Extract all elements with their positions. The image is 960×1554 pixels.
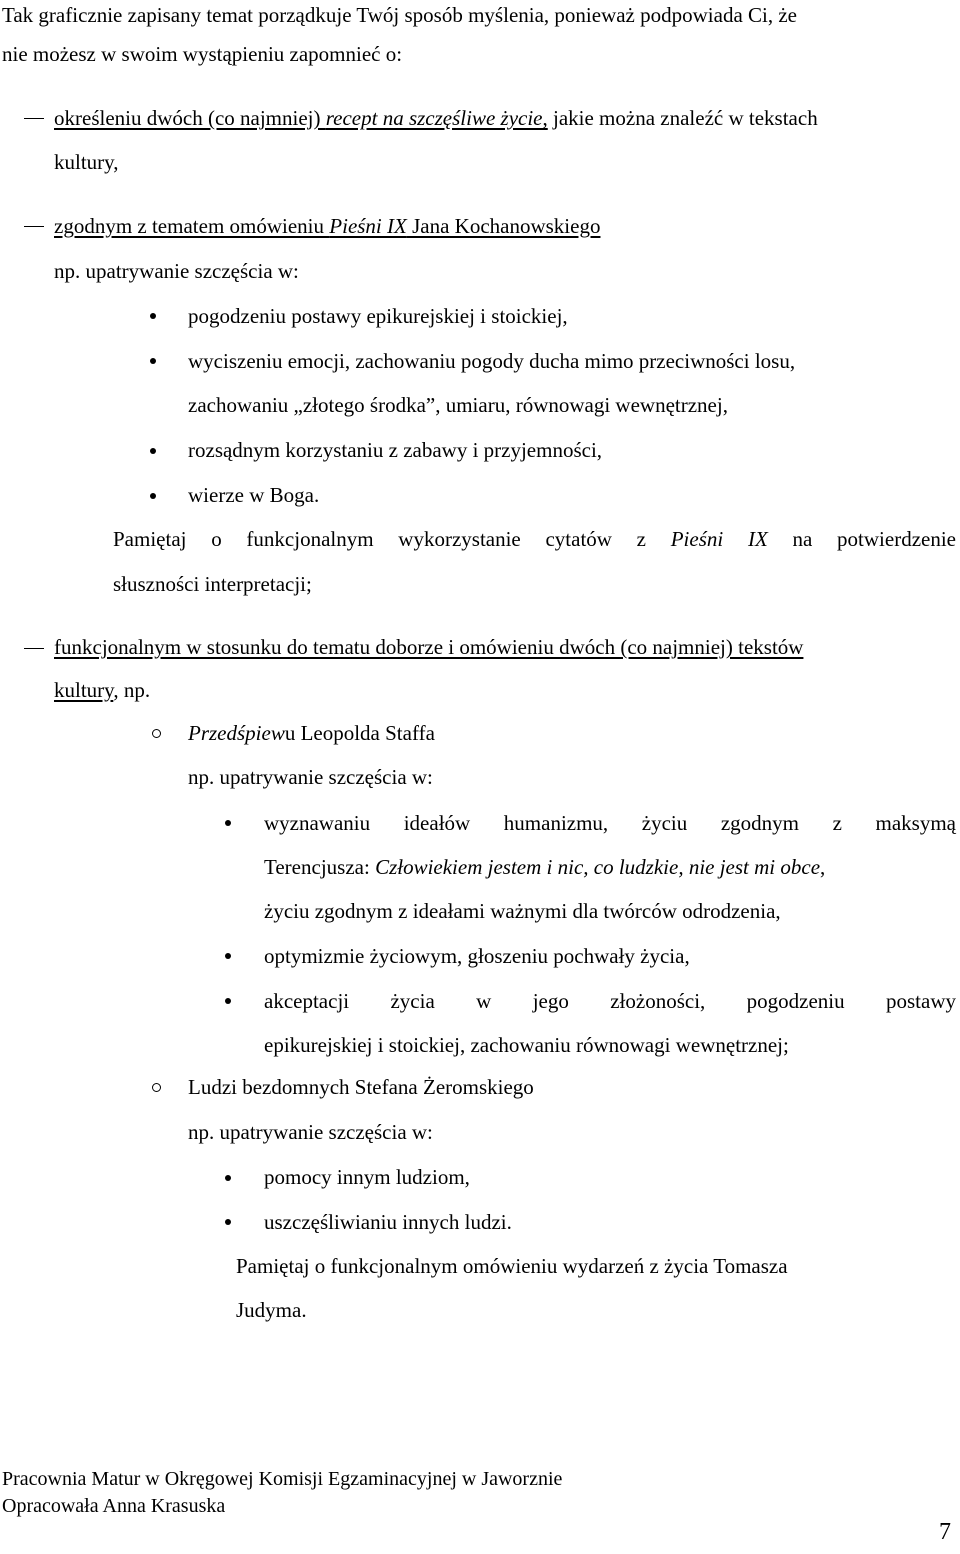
item-1-line-1: określeniu dwóch (co najmniej) recept na szczęśliwe życie, jakie można znaleźć w tekstach xyxy=(54,106,818,130)
item-2-note-line-2: słuszności interpretacji; xyxy=(113,572,312,596)
item-2-bullet-5: wierze w Boga. xyxy=(188,483,320,507)
sub-1-bullet-3-line-1: akceptacji życia w jego złożoności, pogodzeniu postawy xyxy=(264,989,956,1013)
item-1-line-2: kultury, xyxy=(54,150,119,174)
item-2-bullet-2: wyciszeniu emocji, zachowaniu pogody ducha mimo przeciwności losu, xyxy=(188,349,796,373)
sub-1-bullet-3-line-2: epikurejskiej i stoickiej, zachowaniu równowagi wewnętrznej; xyxy=(264,1033,789,1057)
circle-bullet xyxy=(152,1083,161,1092)
bullet-dot xyxy=(225,1219,231,1225)
bullet-dot xyxy=(150,448,156,454)
dash-bullet xyxy=(24,226,44,227)
dash-bullet xyxy=(24,118,44,119)
bullet-dot xyxy=(225,953,231,959)
intro-line-1: Tak graficznie zapisany temat porządkuje Twój sposób myślenia, ponieważ podpowiada Ci, że xyxy=(2,3,798,27)
sub-1-title: Przedśpiewu Leopolda Staffa xyxy=(188,721,435,745)
bullet-dot xyxy=(225,1175,231,1181)
bullet-dot xyxy=(150,493,156,499)
item-3-line-2: kultury, np. xyxy=(54,678,151,702)
item-2-bullet-3: zachowaniu „złotego środka”, umiaru, równowagi wewnętrznej, xyxy=(188,393,728,417)
item-2-bullet-1: pogodzeniu postawy epikurejskiej i stoickiej, xyxy=(188,304,568,328)
sub-2-np: np. upatrywanie szczęścia w: xyxy=(188,1120,433,1144)
circle-bullet xyxy=(152,729,161,738)
sub-1-bullet-1-line-2: Terencjusza: Człowiekiem jestem i nic, co ludzkie, nie jest mi obce, xyxy=(264,855,826,879)
sub-1-bullet-2: optymizmie życiowym, głoszeniu pochwały życia, xyxy=(264,944,690,968)
sub-2-bullet-1: pomocy innym ludziom, xyxy=(264,1165,470,1189)
sub-1-bullet-1-line-1: wyznawaniu ideałów humanizmu, życiu zgodnym z maksymą xyxy=(264,811,956,835)
footer-institution: Pracownia Matur w Okręgowej Komisji Egzaminacyjnej w Jaworznie xyxy=(2,1468,563,1490)
bullet-dot xyxy=(225,998,231,1004)
bullet-dot xyxy=(150,358,156,364)
sub-2-bullet-2: uszczęśliwianiu innych ludzi. xyxy=(264,1210,512,1234)
sub-2-note-line-2: Judyma. xyxy=(236,1298,307,1322)
item-2-line-1: zgodnym z tematem omówieniu Pieśni IX Jana Kochanowskiego xyxy=(54,214,601,238)
page-number: 7 xyxy=(939,1519,951,1545)
sub-1-np: np. upatrywanie szczęścia w: xyxy=(188,765,433,789)
item-2-note-line-1: Pamiętaj o funkcjonalnym wykorzystanie cytatów z Pieśni IX na potwierdzenie xyxy=(113,527,956,551)
sub-1-bullet-1-line-3: życiu zgodnym z ideałami ważnymi dla twórców odrodzenia, xyxy=(264,899,781,923)
intro-line-2: nie możesz w swoim wystąpieniu zapomnieć o: xyxy=(2,42,403,66)
item-1-underlined: określeniu dwóch (co najmniej) recept na szczęśliwe życie, xyxy=(54,106,548,130)
bullet-dot xyxy=(225,820,231,826)
bullet-dot xyxy=(150,313,156,319)
item-2-np: np. upatrywanie szczęścia w: xyxy=(54,259,299,283)
dash-bullet xyxy=(24,648,44,649)
item-3-line-1: funkcjonalnym w stosunku do tematu doborze i omówieniu dwóch (co najmniej) tekstów xyxy=(54,635,804,659)
sub-2-title: Ludzi bezdomnych Stefana Żeromskiego xyxy=(188,1075,534,1099)
sub-2-note-line-1: Pamiętaj o funkcjonalnym omówieniu wydarzeń z życia Tomasza xyxy=(236,1254,788,1278)
footer-author: Opracowała Anna Krasuska xyxy=(2,1495,226,1517)
item-2-bullet-4: rozsądnym korzystaniu z zabawy i przyjemności, xyxy=(188,438,603,462)
